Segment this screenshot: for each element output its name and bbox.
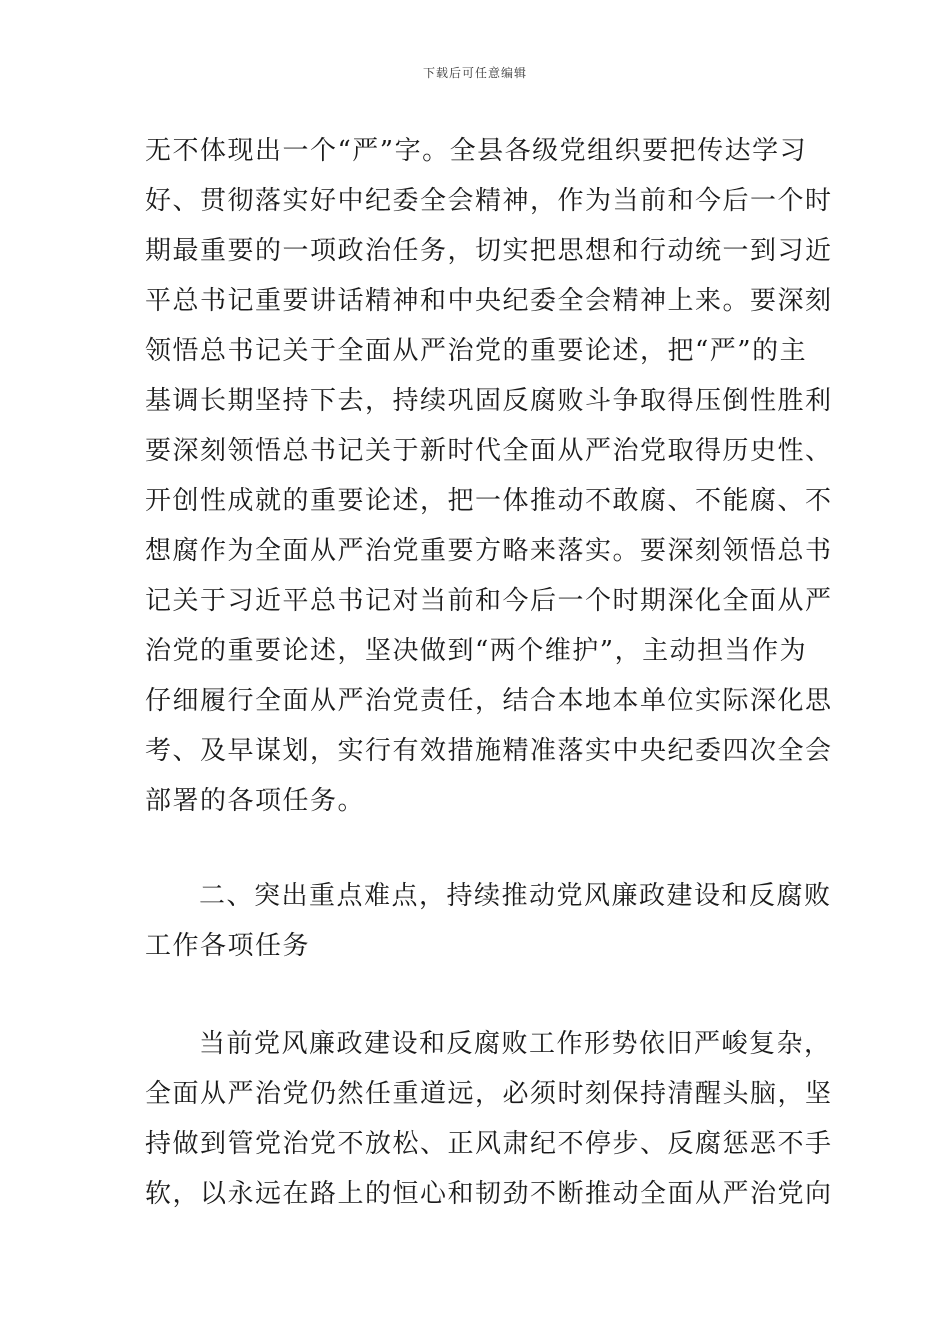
text-line: 全面从严治党仍然任重道远，必须时刻保持清醒头脑，坚 <box>145 1079 833 1109</box>
text-line: 记关于习近平总书记对当前和今后一个时期深化全面从严 <box>145 586 833 616</box>
text-line: 软，以永远在路上的恒心和韧劲不断推动全面从严治党向 <box>145 1179 833 1209</box>
text-line: 仔细履行全面从严治党责任，结合本地本单位实际深化思 <box>145 686 833 716</box>
paragraph-3 <box>145 1019 833 1219</box>
heading-line: 二、突出重点难点，持续推动党风廉政建设和反腐败 <box>199 881 832 911</box>
text-line: 期最重要的一项政治任务，切实把思想和行动统一到习近 <box>145 236 833 266</box>
text-line: 部署的各项任务。 <box>145 786 366 816</box>
text-line: 无不体现出一个“严”字。全县各级党组织要把传达学习 <box>145 136 808 166</box>
text-line: 要深刻领悟总书记关于新时代全面从严治党取得历史性、 <box>145 436 833 466</box>
text-line: 开创性成就的重要论述，把一体推动不敢腐、不能腐、不 <box>145 486 833 516</box>
paragraph-1 <box>145 126 833 826</box>
text-line: 好、贯彻落实好中纪委全会精神，作为当前和今后一个时 <box>145 186 833 216</box>
section-heading <box>145 871 832 971</box>
text-line: 治党的重要论述，坚决做到“两个维护”，主动担当作为 <box>145 636 808 666</box>
text-line: 基调长期坚持下去，持续巩固反腐败斗争取得压倒性胜利 <box>145 386 833 416</box>
text-line: 领悟总书记关于全面从严治党的重要论述，把“严”的主 <box>145 336 808 366</box>
text-line: 持做到管党治党不放松、正风肃纪不停步、反腐惩恶不手 <box>145 1129 833 1159</box>
text-line: 想腐作为全面从严治党重要方略来落实。要深刻领悟总书 <box>145 536 833 566</box>
heading-line: 工作各项任务 <box>145 931 311 961</box>
page-header: 下载后可任意编辑 <box>422 66 527 80</box>
text-line: 平总书记重要讲话精神和中央纪委全会精神上来。要深刻 <box>145 286 833 316</box>
text-line: 当前党风廉政建设和反腐败工作形势依旧严峻复杂， <box>199 1029 832 1059</box>
text-line: 考、及早谋划，实行有效措施精准落实中央纪委四次全会 <box>145 736 833 766</box>
